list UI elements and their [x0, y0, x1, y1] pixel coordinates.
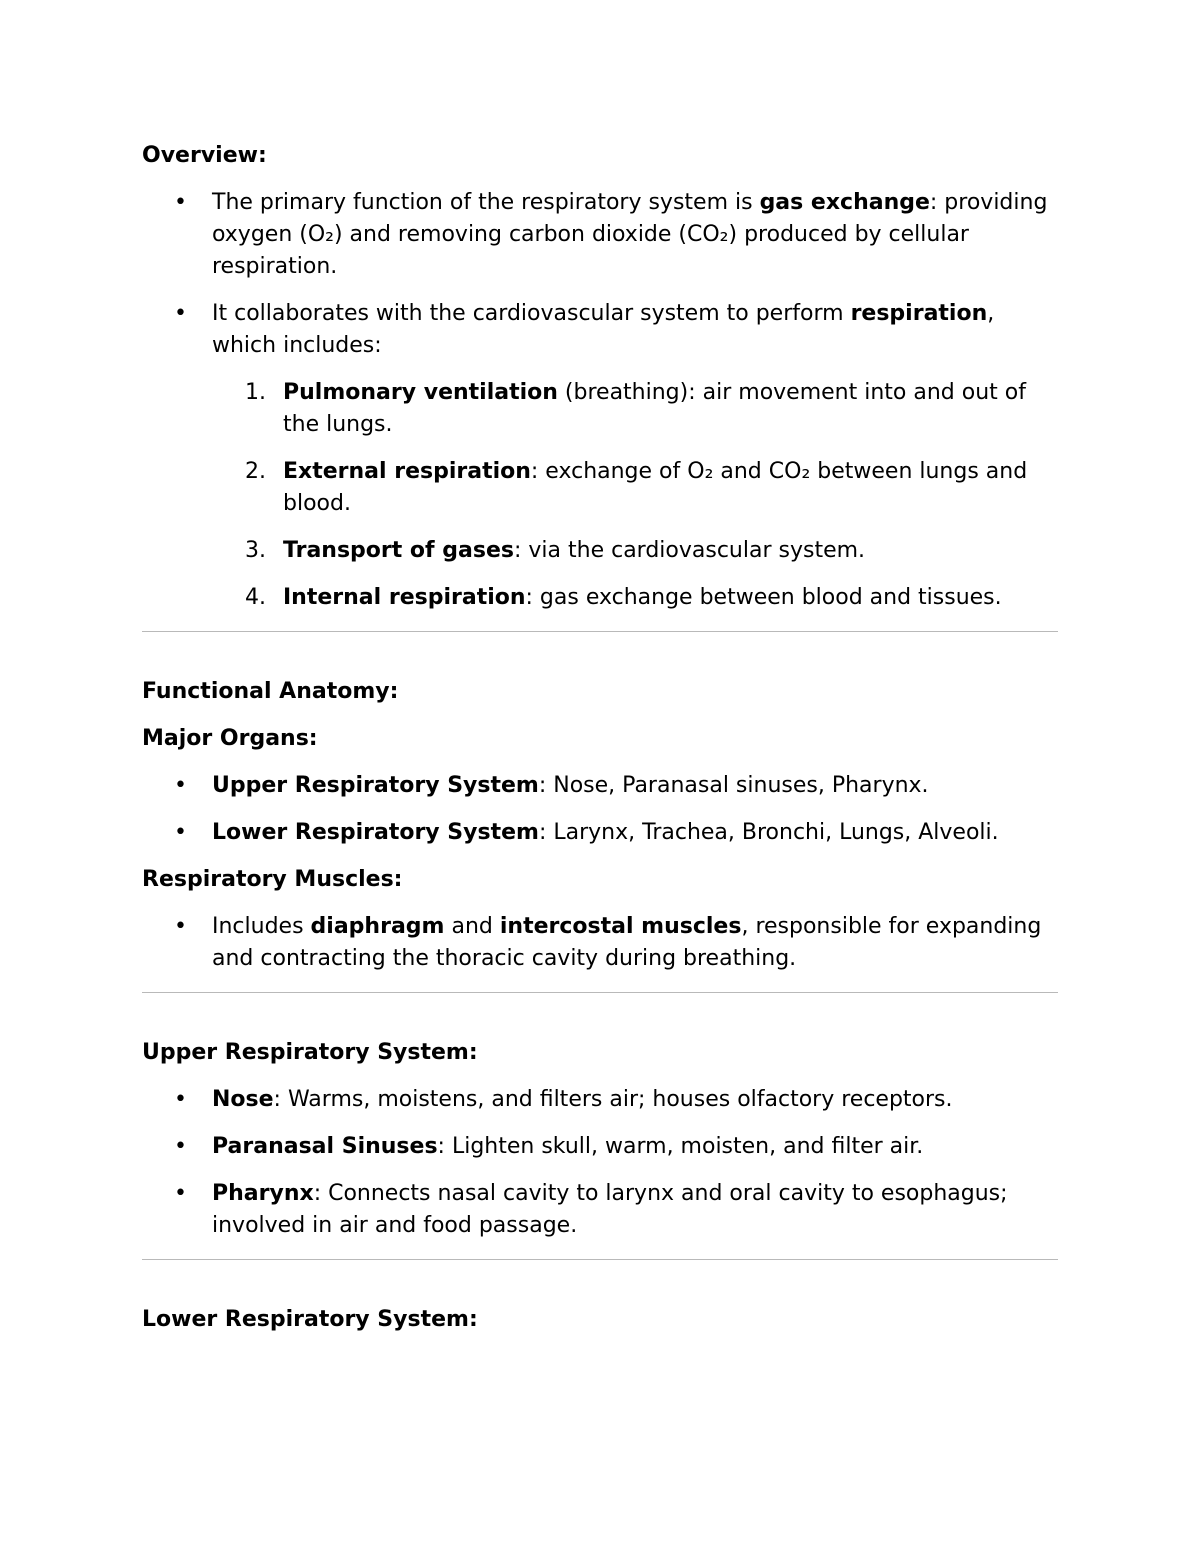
bold-term: Lower Respiratory System [212, 820, 539, 845]
list-item [142, 1084, 1058, 1116]
overview-heading: Overview: [142, 143, 267, 168]
bold-term: intercostal muscles [499, 914, 742, 939]
bold-term: Internal respiration [283, 585, 526, 610]
item-text: Includes [212, 914, 311, 939]
respiration-steps [212, 377, 1058, 614]
list-item [142, 1178, 1058, 1242]
step-text: : gas exchange between blood and tissues. [525, 585, 1002, 610]
list-item [142, 770, 1058, 802]
item-text: : Lighten skull, warm, moisten, and filter air. [437, 1134, 924, 1159]
functional-anatomy-heading: Functional Anatomy: [142, 679, 399, 704]
step-text: : via the cardiovascular system. [513, 538, 866, 563]
item-text: and [444, 914, 500, 939]
bullet-text: : providing oxygen (O₂) and removing carbon dioxide (CO₂) produced by cellular respiration. [212, 190, 1048, 279]
step-item [212, 377, 1058, 441]
respiratory-muscles-list [142, 911, 1058, 975]
item-text: : Connects nasal cavity to larynx and oral cavity to esophagus; involved in air and food passage. [212, 1181, 1008, 1238]
bold-term: respiration [850, 301, 988, 326]
step-number: 2. [245, 459, 266, 484]
bold-term: External respiration [283, 459, 531, 484]
bold-term: Paranasal Sinuses [212, 1134, 438, 1159]
lower-respiratory-heading: Lower Respiratory System: [142, 1307, 478, 1332]
document-content [142, 140, 1058, 1351]
list-item [142, 817, 1058, 849]
item-text: : Larynx, Trachea, Bronchi, Lungs, Alveoli. [538, 820, 999, 845]
respiratory-muscles-heading: Respiratory Muscles: [142, 867, 403, 892]
step-number: 3. [245, 538, 266, 563]
list-item [142, 1131, 1058, 1163]
item-text: , responsible for expanding and contracting the thoracic cavity during breathing. [212, 914, 1042, 971]
step-text: (breathing): air movement into and out of the lungs. [283, 380, 1026, 437]
major-organs-heading: Major Organs: [142, 726, 318, 751]
section-divider [142, 1259, 1058, 1260]
bold-term: gas exchange [759, 190, 930, 215]
overview-bullet-respiration [142, 298, 1058, 614]
step-item [212, 535, 1058, 567]
bold-term: Pulmonary ventilation [283, 380, 558, 405]
major-organs-list [142, 770, 1058, 849]
bold-term: diaphragm [310, 914, 445, 939]
upper-respiratory-list [142, 1084, 1058, 1242]
lower-respiratory-section [142, 1304, 1058, 1336]
bullet-text: It collaborates with the cardiovascular system to perform [212, 301, 851, 326]
list-item [142, 911, 1058, 975]
bold-term: Pharynx [212, 1181, 314, 1206]
functional-anatomy-section [142, 676, 1058, 975]
step-number: 1. [245, 380, 266, 405]
item-text: : Warms, moistens, and filters air; houses olfactory receptors. [273, 1087, 953, 1112]
bold-term: Nose [212, 1087, 274, 1112]
section-divider [142, 992, 1058, 993]
bold-term: Transport of gases [283, 538, 514, 563]
item-text: : Nose, Paranasal sinuses, Pharynx. [538, 773, 929, 798]
bold-term: Upper Respiratory System [212, 773, 539, 798]
upper-respiratory-heading: Upper Respiratory System: [142, 1040, 478, 1065]
bullet-text: , which includes: [212, 301, 995, 358]
section-divider [142, 631, 1058, 632]
bullet-text: The primary function of the respiratory system is [212, 190, 760, 215]
overview-section [142, 140, 1058, 614]
step-item [212, 456, 1058, 520]
overview-bullets [142, 187, 1058, 614]
step-item [212, 582, 1058, 614]
step-text: : exchange of O₂ and CO₂ between lungs and blood. [283, 459, 1028, 516]
step-number: 4. [245, 585, 266, 610]
upper-respiratory-section [142, 1037, 1058, 1242]
overview-bullet-gas-exchange [142, 187, 1058, 283]
